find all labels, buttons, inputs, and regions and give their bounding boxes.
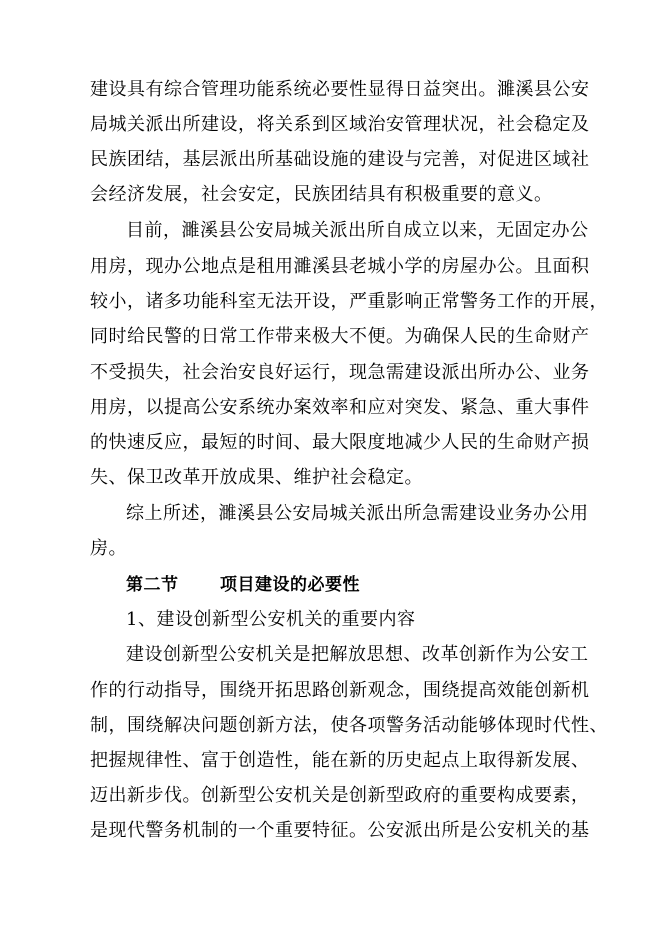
paragraph-1-line-1: 建设具有综合管理功能系统必要性显得日益突出。濉溪县公安 bbox=[90, 79, 590, 100]
paragraph-1-line-3: 民族团结，基层派出所基础设施的建设与完善，对促进区域社 bbox=[90, 149, 590, 170]
paragraph-4-line-3: 制，围绕解决问题创新方法，使各项警务活动能够体现时代性、 bbox=[90, 715, 608, 736]
paragraph-4-line-6: 是现代警务机制的一个重要特征。公安派出所是公安机关的基 bbox=[90, 820, 590, 841]
paragraph-2-line-7: 的快速反应，最短的时间、最大限度地减少人民的生命财产损 bbox=[90, 432, 590, 453]
paragraph-1-line-2: 局城关派出所建设，将关系到区域治安管理状况，社会稳定及 bbox=[90, 114, 590, 135]
paragraph-4-line-4: 把握规律性、富于创造性，能在新的历史起点上取得新发展、 bbox=[90, 750, 590, 771]
paragraph-2-line-8: 失、保卫改革开放成果、维护社会稳定。 bbox=[90, 467, 423, 488]
section-heading bbox=[126, 574, 360, 596]
paragraph-2-line-5: 不受损失，社会治安良好运行，现急需建设派出所办公、业务 bbox=[90, 362, 590, 383]
section-number: 第二节 bbox=[126, 575, 179, 595]
subheading-1: 1、建设创新型公安机关的重要内容 bbox=[126, 609, 416, 630]
paragraph-3-line-1: 综上所述，濉溪县公安局城关派出所急需建设业务办公用 bbox=[126, 503, 589, 524]
paragraph-2-line-1: 目前，濉溪县公安局城关派出所自成立以来，无固定办公 bbox=[126, 220, 589, 241]
section-title: 项目建设的必要性 bbox=[220, 575, 360, 595]
paragraph-4-line-2: 作的行动指导，围绕开拓思路创新观念，围绕提高效能创新机 bbox=[90, 680, 590, 701]
paragraph-2-line-3: 较小，诸多功能科室无法开设，严重影响正常警务工作的开展， bbox=[90, 291, 608, 312]
paragraph-4-line-1: 建设创新型公安机关是把解放思想、改革创新作为公安工 bbox=[126, 644, 589, 665]
paragraph-2-line-4: 同时给民警的日常工作带来极大不便。为确保人民的生命财产 bbox=[90, 326, 590, 347]
paragraph-2-line-2: 用房，现办公地点是租用濉溪县老城小学的房屋办公。且面积 bbox=[90, 256, 590, 277]
paragraph-4-line-5: 迈出新步伐。创新型公安机关是创新型政府的重要构成要素， bbox=[90, 785, 590, 806]
paragraph-1-line-4: 会经济发展，社会安定，民族团结具有积极重要的意义。 bbox=[90, 184, 553, 205]
paragraph-3-line-2: 房。 bbox=[90, 538, 127, 559]
paragraph-2-line-6: 用房，以提高公安系统办案效率和应对突发、紧急、重大事件 bbox=[90, 397, 590, 418]
